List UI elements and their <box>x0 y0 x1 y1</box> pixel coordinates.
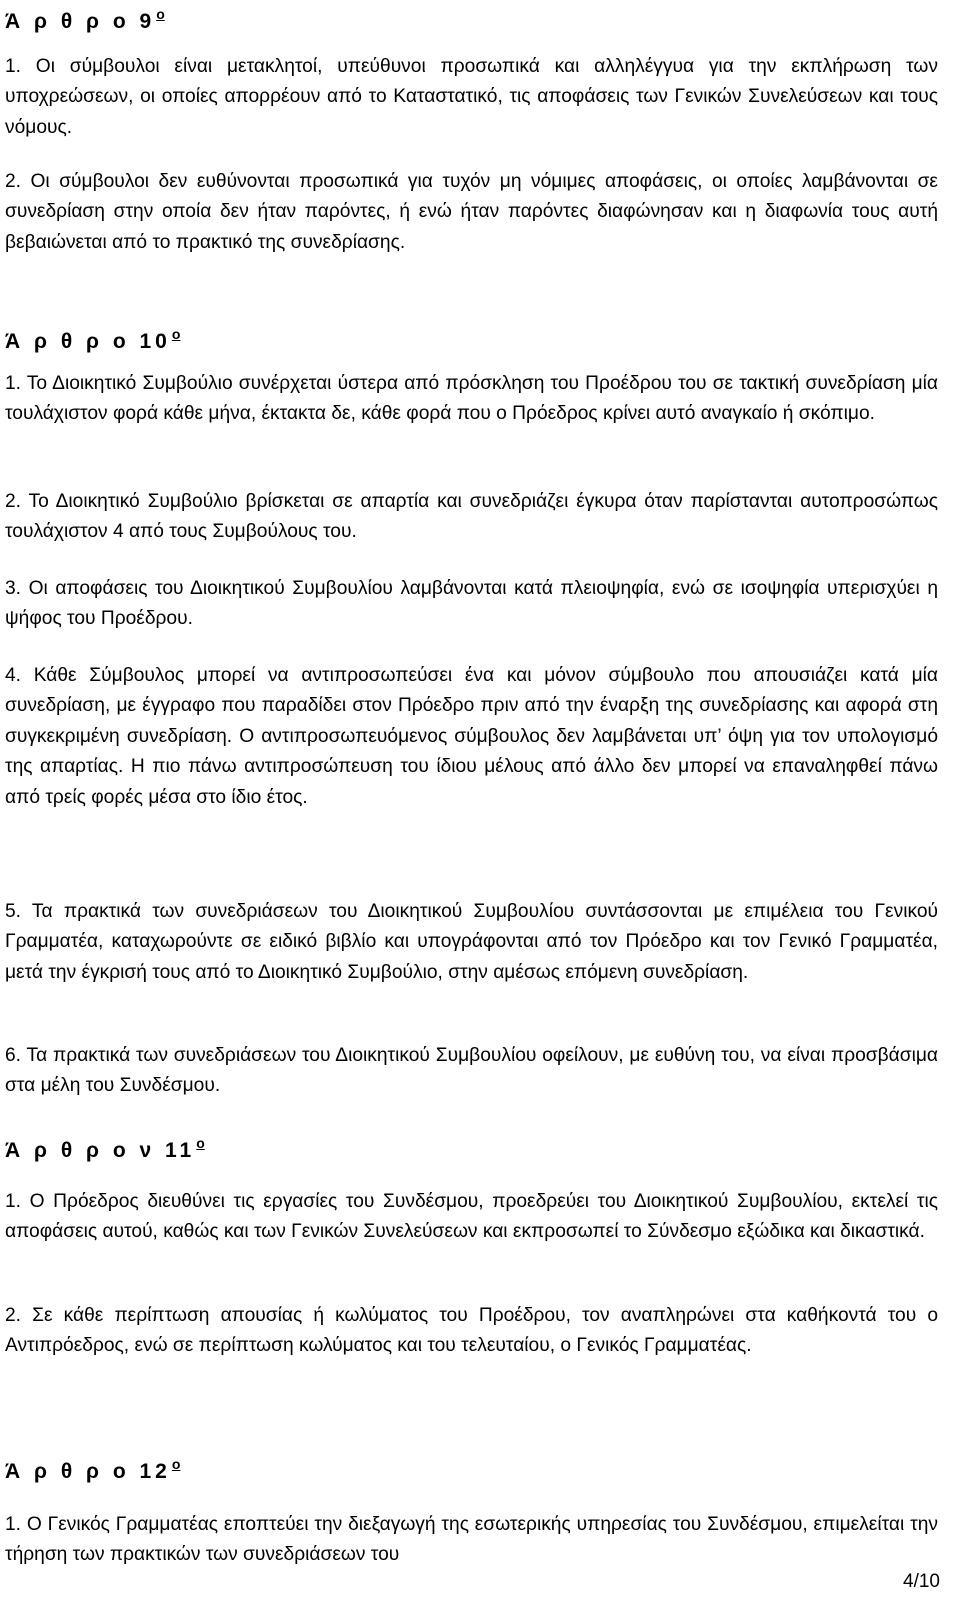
article-10-paragraph-5: 5. Τα πρακτικά των συνεδριάσεων του Διοικητικού Συμβουλίου συντάσσονται με επιμέλεια του Γενικού Γραμματέα, καταχωρούντε σε ειδικό βιβλίο και υπογράφονται από τον Πρόεδρο και τον Γενικό Γραμματέα, μετά την έγκρισή τους από το Διοικητικό Συμβούλιο, στην αμέσως επόμενη συνεδρίαση. <box>5 901 938 983</box>
article-9-ordinal: ο <box>156 6 165 22</box>
article-10-heading <box>5 322 180 354</box>
article-12-title: Ά ρ θ ρ ο 12 <box>5 1460 171 1483</box>
article-10-paragraph-4: 4. Κάθε Σύμβουλος μπορεί να αντιπροσωπεύσει ένα και μόνον σύμβουλο που απουσιάζει κατά μία συνεδρίαση, με έγγραφο που παραδίδει στον Πρόεδρο πριν από την έναρξη της συνεδρίασης και αφορά στη συγκεκριμένη συνεδρίαση. Ο αντιπροσωπευόμενος σύμβουλος δεν λαμβάνεται υπ’ όψη για τον υπολογισμό της απαρτίας. Η πιο πάνω αντιπροσώπευση του ίδιου μέλους από άλλο δεν μπορεί να επαναληφθεί πάνω από τρείς φορές μέσα στο ίδιο έτος. <box>5 665 938 808</box>
article-12-heading <box>5 1452 180 1484</box>
article-9-paragraph-1: 1. Οι σύμβουλοι είναι μετακλητοί, υπεύθυνοι προσωπικά και αλληλέγγυα για την εκπλήρωση των υποχρεώσεων, οι οποίες απορρέουν από το Καταστατικό, τις αποφάσεις των Γενικών Συνελεύσεων και τους νόμους. <box>5 56 938 138</box>
article-11-title: Ά ρ θ ρ ο ν 11 <box>5 1139 196 1162</box>
article-10-ordinal: ο <box>171 326 181 342</box>
article-9-paragraph-2: 2. Οι σύμβουλοι δεν ευθύνονται προσωπικά για τυχόν μη νόμιμες αποφάσεις, οι οποίες λαμβάνονται σε συνεδρίαση στην οποία δεν ήταν παρόντες, ή ενώ ήταν παρόντες διαφώνησαν και η διαφωνία τους αυτή βεβαιώνεται από το πρακτικό της συνεδρίασης. <box>5 171 938 253</box>
article-11-paragraph-2: 2. Σε κάθε περίπτωση απουσίας ή κωλύματος του Προέδρου, τον αναπληρώνει στα καθήκοντά του ο Αντιπρόεδρος, ενώ σε περίπτωση κωλύματος και του τελευταίου, ο Γενικός Γραμματέας. <box>5 1305 938 1357</box>
article-12-paragraph-1: 1. Ο Γενικός Γραμματέας εποπτεύει την διεξαγωγή της εσωτερικής υπηρεσίας του Συνδέσμου, επιμελείται την τήρηση των πρακτικών των συνεδριάσεων του <box>5 1514 938 1566</box>
article-11-heading <box>5 1131 205 1163</box>
article-10-title: Ά ρ θ ρ ο 10 <box>5 330 171 353</box>
article-12-ordinal: ο <box>171 1456 181 1472</box>
article-10-paragraph-3: 3. Οι αποφάσεις του Διοικητικού Συμβουλίου λαμβάνονται κατά πλειοψηφία, ενώ σε ισοψηφία υπερισχύει η ψήφος του Προέδρου. <box>5 578 938 630</box>
page-number: 4/10 <box>903 1571 940 1592</box>
article-11-ordinal: ο <box>196 1135 205 1151</box>
article-10-paragraph-2: 2. Το Διοικητικό Συμβούλιο βρίσκεται σε απαρτία και συνεδριάζει έγκυρα όταν παρίστανται αυτοπροσώπως τουλάχιστον 4 από τους Συμβούλους του. <box>5 491 938 543</box>
article-10-paragraph-1: 1. Το Διοικητικό Συμβούλιο συνέρχεται ύστερα από πρόσκληση του Προέδρου του σε τακτική συνεδρίαση μία τουλάχιστον φορά κάθε μήνα, έκτακτα δε, κάθε φορά που ο Πρόεδρος κρίνει αυτό αναγκαίο ή σκόπιμο. <box>5 373 938 425</box>
article-11-paragraph-1: 1. Ο Πρόεδρος διευθύνει τις εργασίες του Συνδέσμου, προεδρεύει του Διοικητικού Συμβουλίου, εκτελεί τις αποφάσεις αυτού, καθώς και των Γενικών Συνελεύσεων και εκπροσωπεί το Σύνδεσμο εξώδικα και δικαστικά. <box>5 1191 938 1243</box>
article-9-title: Ά ρ θ ρ ο 9 <box>5 10 156 33</box>
article-9-heading <box>5 2 165 34</box>
article-10-paragraph-6: 6. Τα πρακτικά των συνεδριάσεων του Διοικητικού Συμβουλίου οφείλουν, με ευθύνη του, να είναι προσβάσιμα στα μέλη του Συνδέσμου. <box>5 1045 938 1097</box>
